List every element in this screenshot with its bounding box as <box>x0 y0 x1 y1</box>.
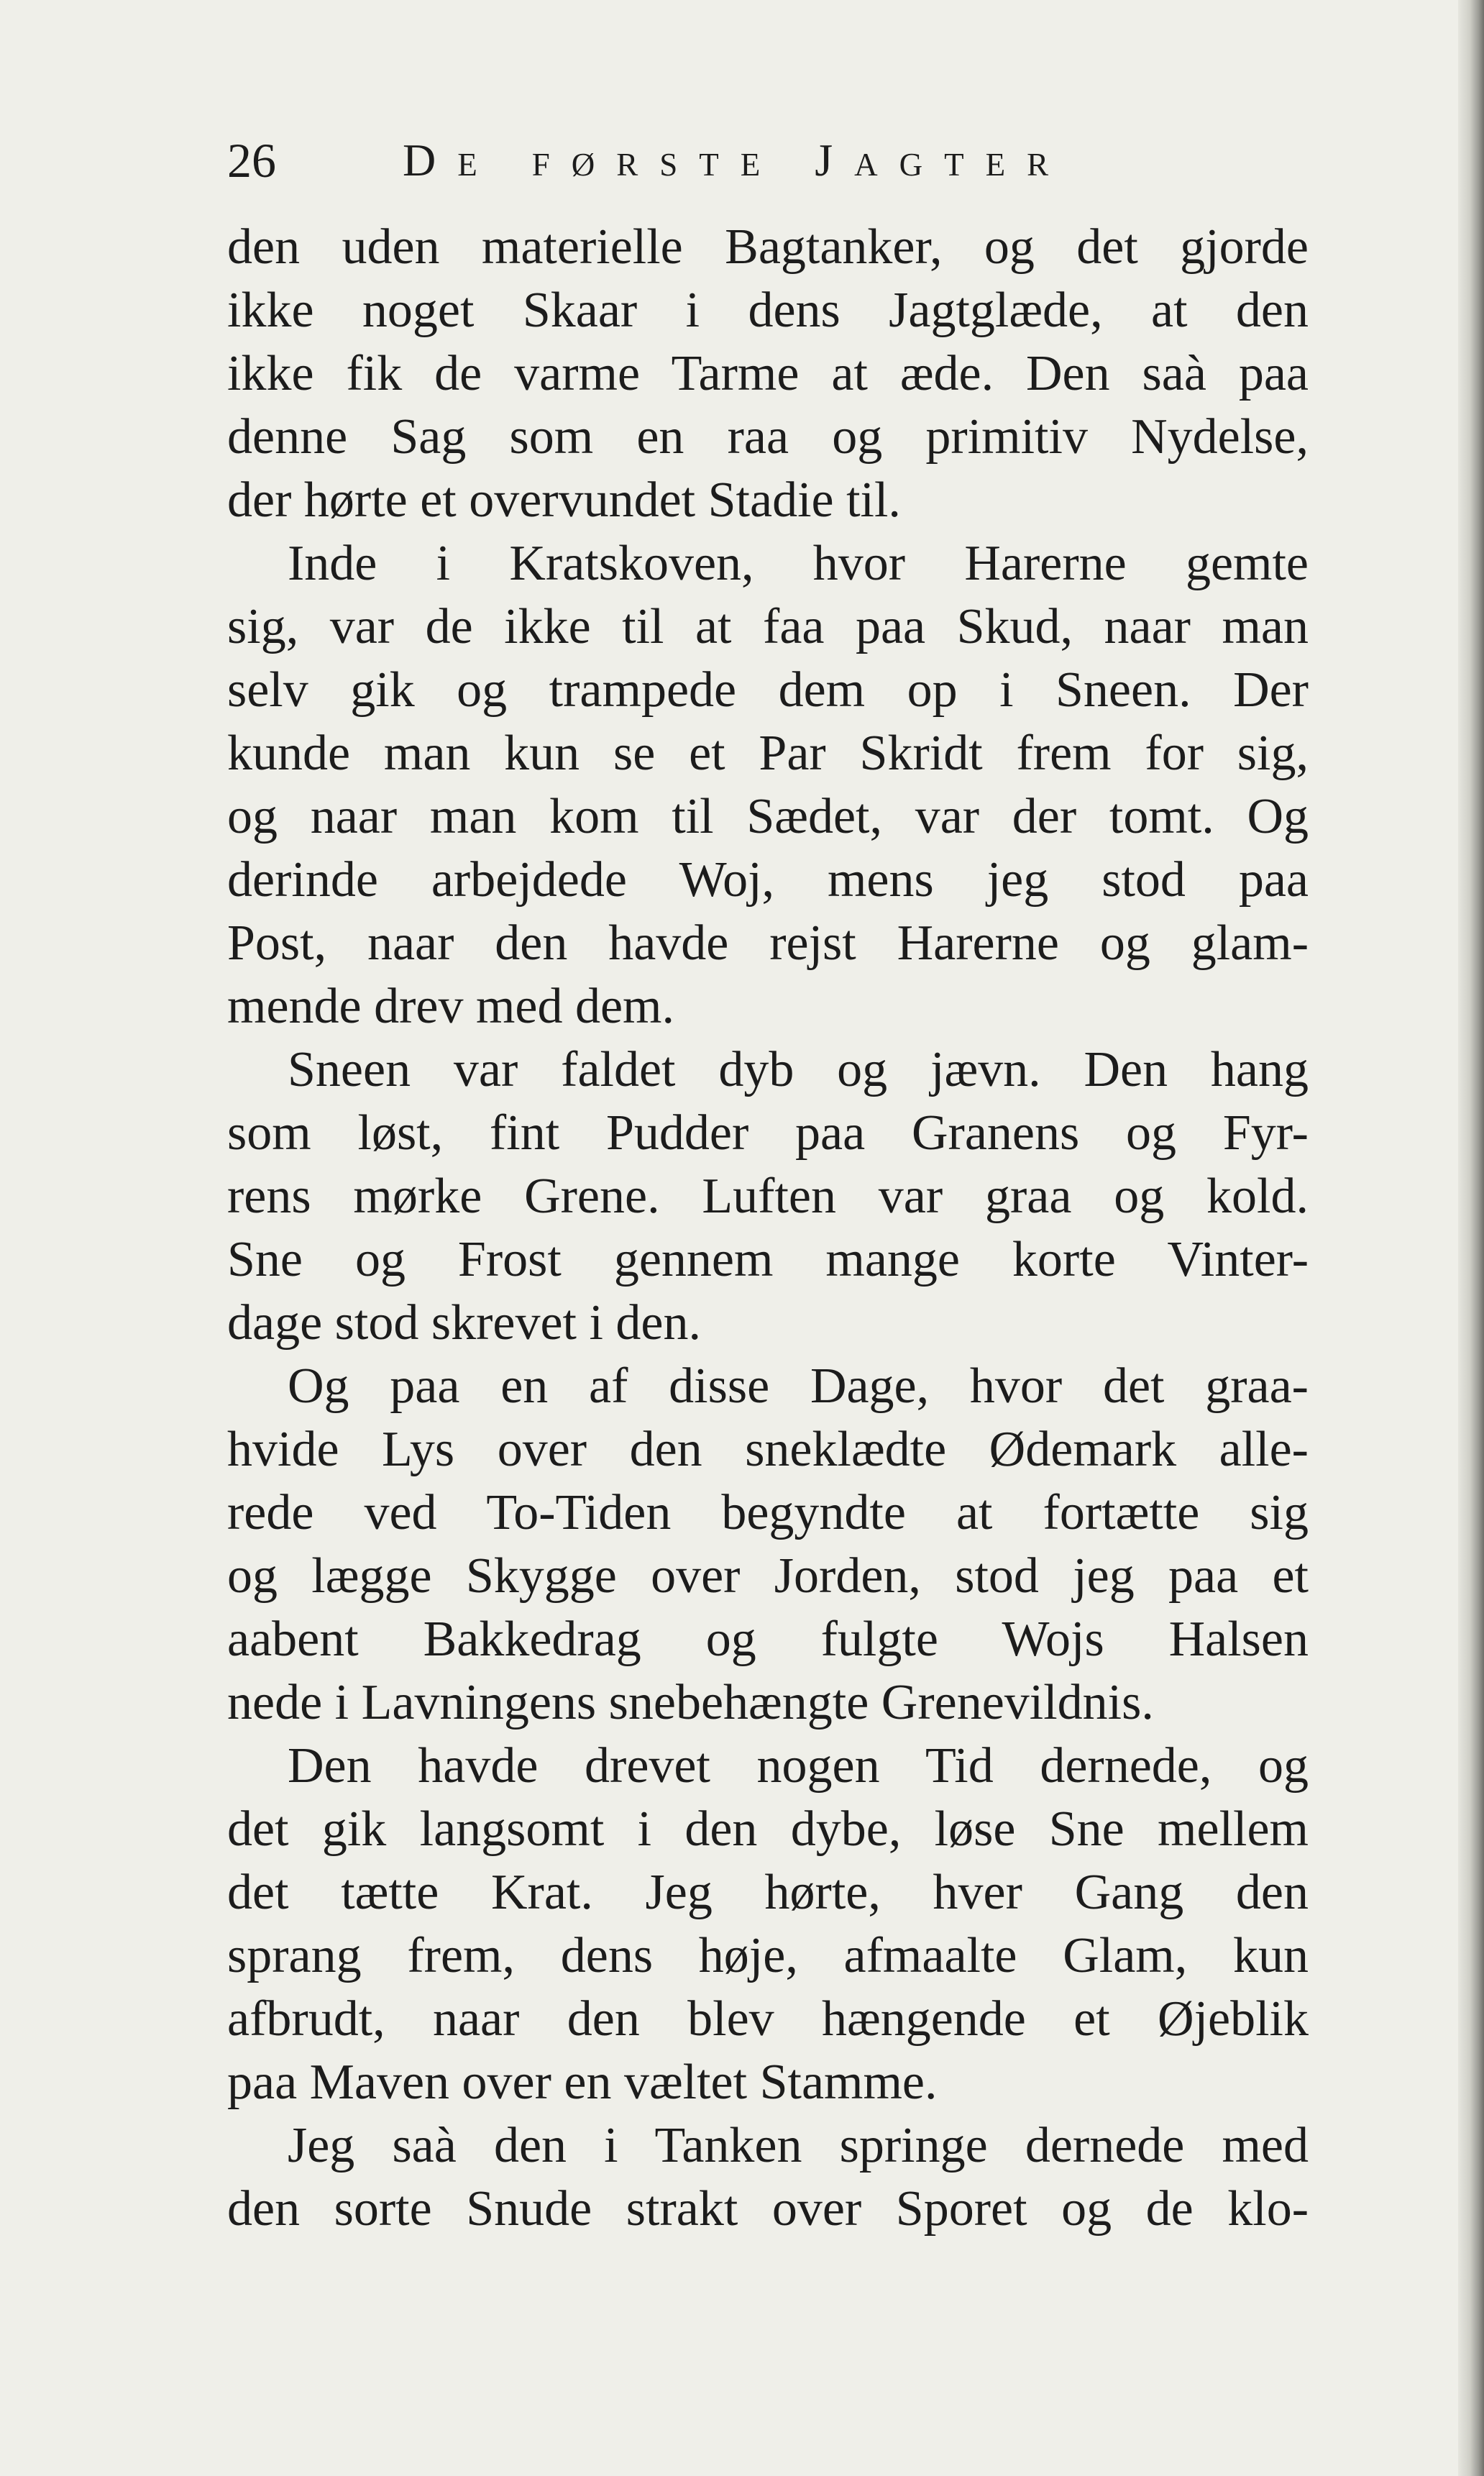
text-line: Sneen var faldet dyb og jævn. Den hang <box>288 1042 1309 1097</box>
text-line: Inde i Kratskoven, hvor Harerne gemte <box>288 536 1309 591</box>
text-line: mende drev med dem. <box>227 979 675 1034</box>
text-line: sprang frem, dens høje, afmaalte Glam, kun <box>227 1928 1309 1983</box>
text-line: der hørte et overvundet Stadie til. <box>227 472 901 528</box>
text-line: aabent Bakkedrag og fulgte Wojs Halsen <box>227 1612 1309 1667</box>
text-line: Jeg saà den i Tanken springe dernede med <box>288 2118 1309 2173</box>
text-line: det tætte Krat. Jeg hørte, hver Gang den <box>227 1865 1309 1920</box>
text-line: og naar man kom til Sædet, var der tomt. Og <box>227 789 1309 844</box>
text-line: Den havde drevet nogen Tid dernede, og <box>288 1738 1309 1794</box>
text-line: og lægge Skygge over Jorden, stod jeg paa et <box>227 1548 1309 1604</box>
text-line: denne Sag som en raa og primitiv Nydelse, <box>227 409 1309 465</box>
page-number: 26 <box>227 133 276 188</box>
text-line: ikke fik de varme Tarme at æde. Den saà paa <box>227 346 1309 401</box>
text-line: paa Maven over en væltet Stamme. <box>227 2055 938 2110</box>
text-line: ikke noget Skaar i dens Jagtglæde, at den <box>227 283 1309 338</box>
text-line: rens mørke Grene. Luften var graa og kold. <box>227 1169 1309 1224</box>
text-line: rede ved To-Tiden begyndte at fortætte sig <box>227 1485 1309 1540</box>
text-line: Post, naar den havde rejst Harerne og glam- <box>227 915 1309 971</box>
text-line: Og paa en af disse Dage, hvor det graa- <box>288 1358 1309 1414</box>
text-line: dage stod skrevet i den. <box>227 1295 701 1351</box>
text-line: sig, var de ikke til at faa paa Skud, naar man <box>227 599 1309 654</box>
text-line: selv gik og trampede dem op i Sneen. Der <box>227 662 1309 718</box>
text-line: den sorte Snude strakt over Sporet og de klo- <box>227 2181 1309 2237</box>
text-line: afbrudt, naar den blev hængende et Øjeblik <box>227 1991 1309 2047</box>
text-line: nede i Lavningens snebehængte Grenevildnis. <box>227 1675 1154 1730</box>
text-line: det gik langsomt i den dybe, løse Sne mellem <box>227 1801 1309 1857</box>
text-line: som løst, fint Pudder paa Granens og Fyr- <box>227 1105 1309 1161</box>
text-line: kunde man kun se et Par Skridt frem for sig, <box>227 726 1309 781</box>
body-text <box>227 216 1309 2241</box>
text-line: hvide Lys over den sneklædte Ødemark alle- <box>227 1422 1309 1477</box>
page-gutter-shadow <box>1458 0 1484 2476</box>
text-line: derinde arbejdede Woj, mens jeg stod paa <box>227 852 1309 908</box>
text-line: den uden materielle Bagtanker, og det gjorde <box>227 219 1309 275</box>
page-header <box>227 128 1234 193</box>
running-head: De første Jagter <box>403 134 1071 186</box>
text-line: Sne og Frost gennem mange korte Vinter- <box>227 1232 1309 1287</box>
